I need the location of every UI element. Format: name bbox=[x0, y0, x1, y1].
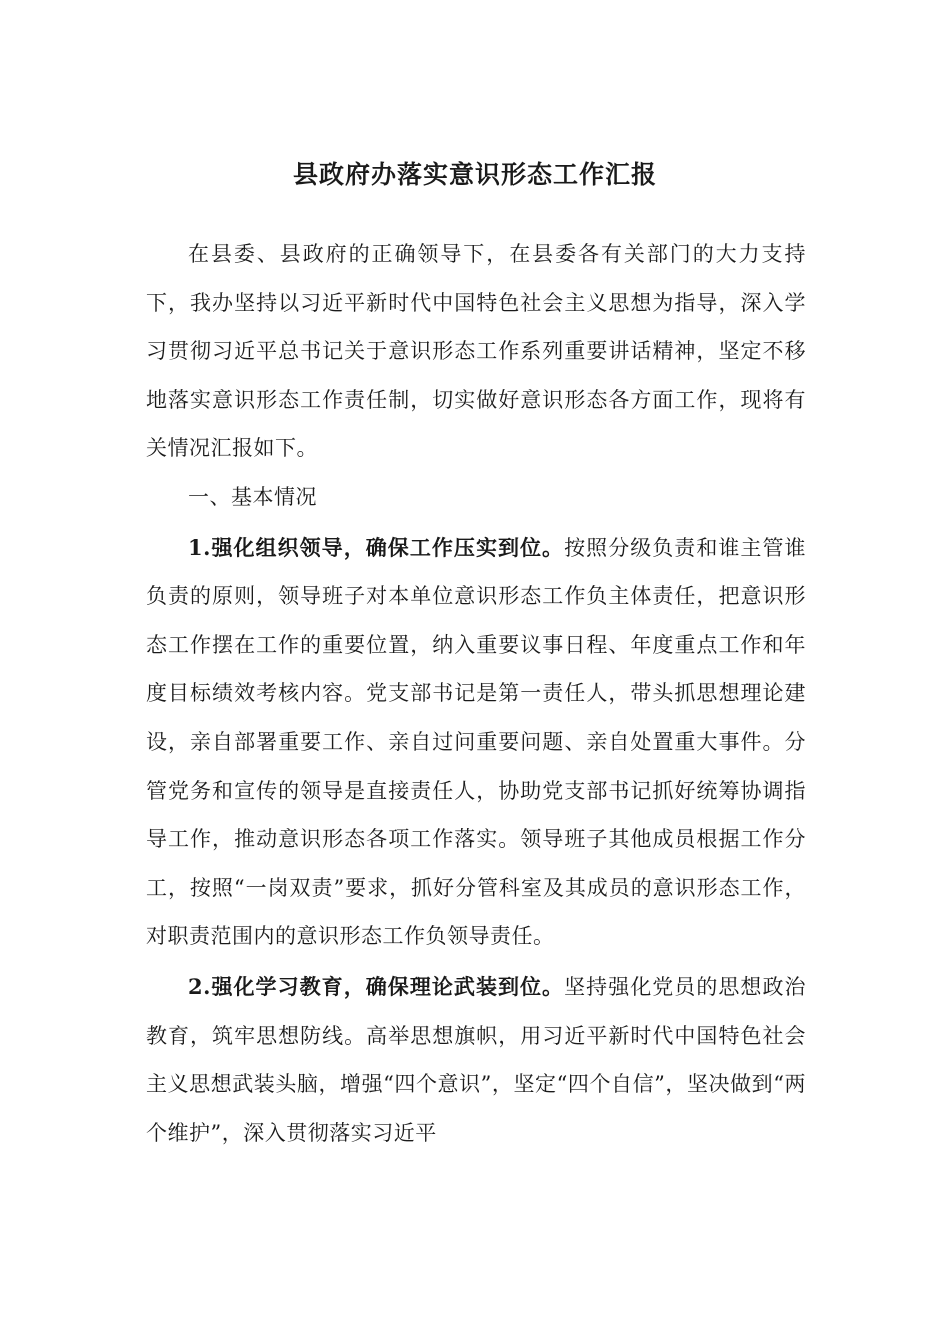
item-2-lead: 2.强化学习教育，确保理论武装到位。 bbox=[188, 973, 565, 999]
document-title: 县政府办落实意识形态工作汇报 bbox=[292, 160, 657, 189]
item-1-lead: 1.强化组织领导，确保工作压实到位。 bbox=[188, 534, 565, 560]
item-2-paragraph bbox=[146, 963, 806, 1157]
document-body bbox=[146, 230, 806, 1157]
item-1-text: 按照分级负责和谁主管谁负责的原则，领导班子对本单位意识形态工作负主体责任，把意识形态工作摆在工作的重要位置，纳入重要议事日程、年度重点工作和年度目标绩效考核内容。党支部书记是第一责任人，带头抓思想理论建设，亲自部署重要工作、亲自过问重要问题、亲自处置重大事件。分管党务和宣传的领导是直接责任人，协助党支部书记抓好统筹协调指导工作，推动意识形态各项工作落实。领导班子其他成员根据工作分工，按照“一岗双责”要求，抓好分管科室及其成员的意识形态工作，对职责范围内的意识形态工作负领导责任。 bbox=[146, 535, 807, 949]
item-2-text: 坚持强化党员的思想政治教育，筑牢思想防线。高举思想旗帜，用习近平新时代中国特色社会主义思想武装头脑，增强“四个意识”，坚定“四个自信”，坚决做到“两个维护”，深入贯彻落实习近平 bbox=[146, 974, 807, 1145]
intro-paragraph: 在县委、县政府的正确领导下，在县委各有关部门的大力支持下，我办坚持以习近平新时代中国特色社会主义思想为指导，深入学习贯彻习近平总书记关于意识形态工作系列重要讲话精神，坚定不移地落实意识形态工作责任制，切实做好意识形态各方面工作，现将有关情况汇报如下。 bbox=[146, 242, 806, 461]
section-heading-basic-situation: 一、基本情况 bbox=[188, 484, 317, 509]
item-1-paragraph bbox=[146, 524, 806, 961]
